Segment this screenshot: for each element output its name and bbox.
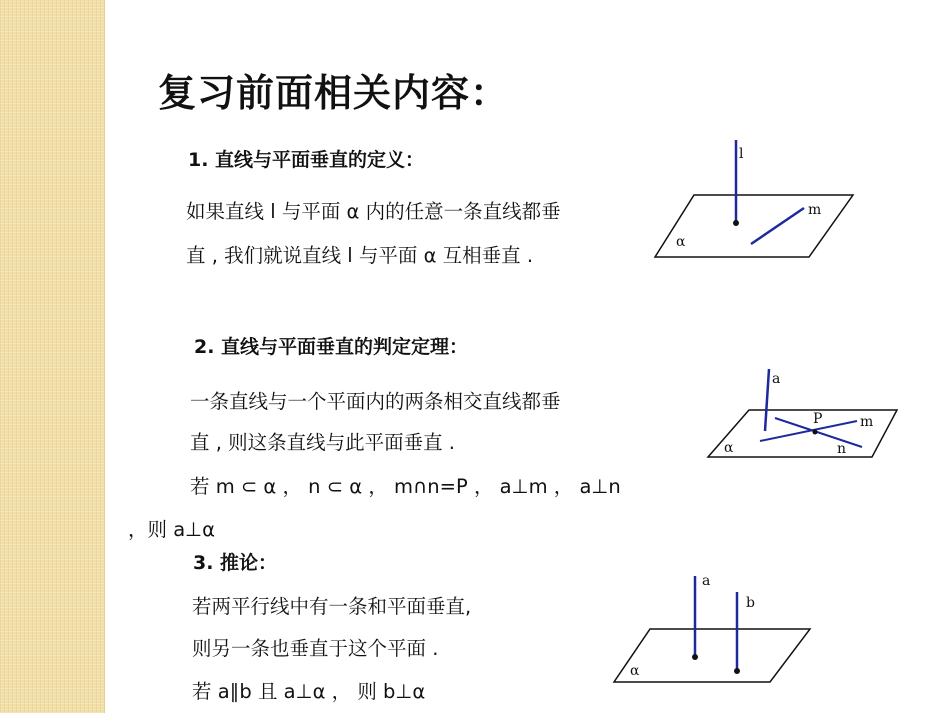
- line-m: [751, 208, 804, 244]
- section2-line4: ，则 a⊥α: [128, 518, 215, 541]
- label-m: m: [860, 414, 874, 430]
- section3-line2: 则另一条也垂直于这个平面 .: [192, 637, 439, 660]
- label-a: a: [702, 573, 711, 589]
- section1-heading: 1. 直线与平面垂直的定义：: [188, 149, 425, 171]
- plane-alpha: [614, 629, 810, 682]
- label-p: P: [813, 411, 823, 427]
- section3-line3: 若 a∥b 且 a⊥α ， 则 b⊥α: [192, 680, 426, 703]
- figure-judgment-theorem: [705, 364, 900, 464]
- foot-point-a: [692, 654, 698, 660]
- section2-line3: 若 m ⊂ α ， n ⊂ α ， m∩n=P ， a⊥m ， a⊥n: [190, 475, 621, 498]
- label-n: n: [837, 441, 847, 457]
- line-m: [760, 421, 857, 441]
- section1-line2: 直 , 我们就说直线 l 与平面 α 互相垂直 .: [186, 244, 534, 267]
- section3-line1: 若两平行线中有一条和平面垂直,: [192, 595, 472, 618]
- line-a: [765, 369, 769, 431]
- foot-point: [733, 220, 739, 226]
- section2-line2: 直 , 则这条直线与此平面垂直 .: [190, 431, 455, 454]
- figure-line-perpendicular-plane: [650, 138, 860, 263]
- label-b: b: [746, 595, 755, 611]
- label-alpha: α: [630, 663, 640, 679]
- label-alpha: α: [724, 440, 734, 456]
- figure-corollary: [610, 570, 815, 690]
- point-p: [813, 430, 818, 435]
- page-title: 复习前面相关内容：: [158, 71, 510, 115]
- label-l: l: [739, 146, 744, 162]
- label-m: m: [808, 202, 822, 218]
- section1-line1: 如果直线 l 与平面 α 内的任意一条直线都垂: [186, 200, 561, 223]
- section3-heading: 3. 推论：: [193, 552, 278, 574]
- section2-heading: 2. 直线与平面垂直的判定定理：: [194, 336, 469, 358]
- foot-point-b: [734, 668, 740, 674]
- section2-line1: 一条直线与一个平面内的两条相交直线都垂: [190, 390, 561, 413]
- decorative-side-strip: [0, 0, 105, 713]
- label-a: a: [772, 371, 781, 387]
- label-alpha: α: [676, 234, 686, 250]
